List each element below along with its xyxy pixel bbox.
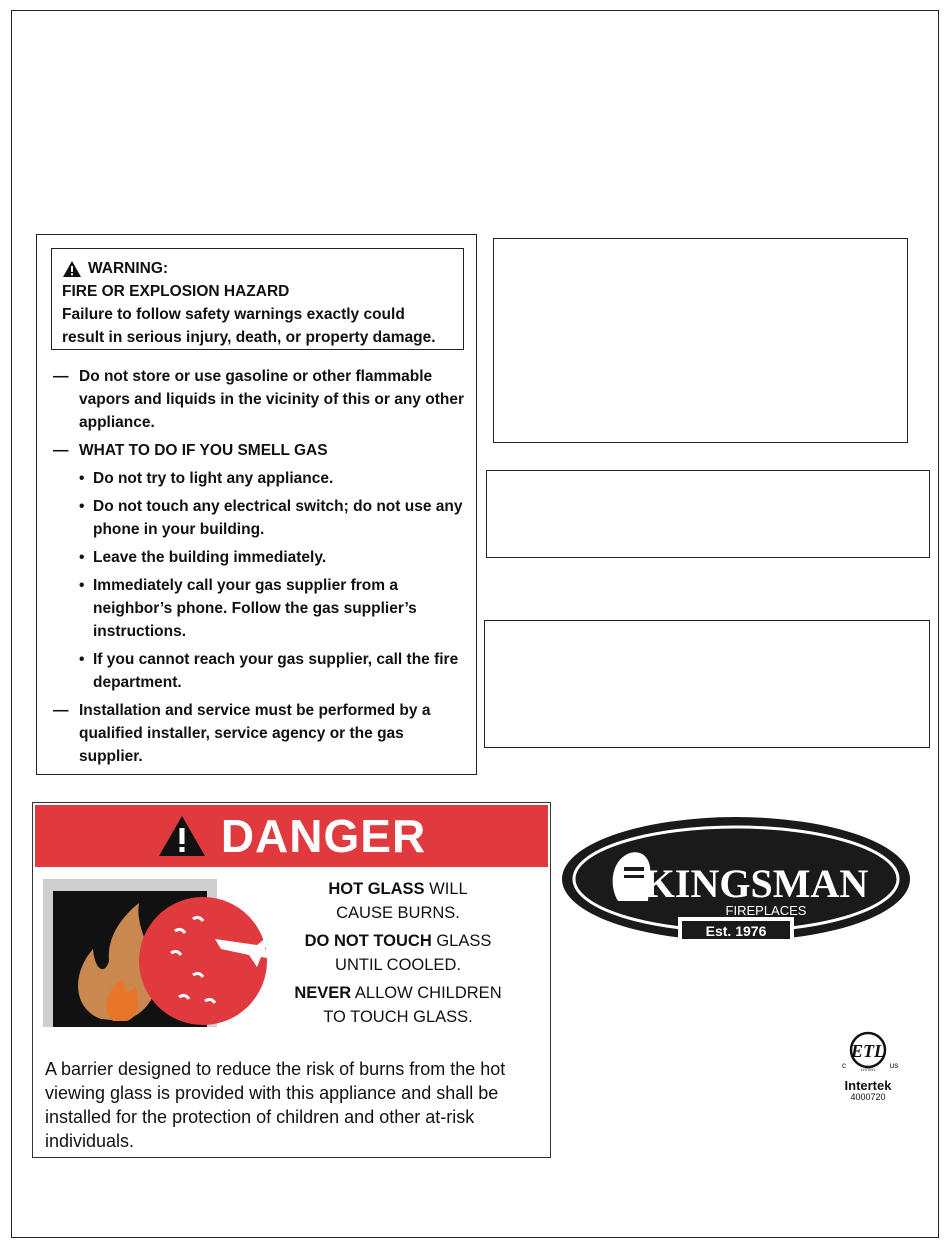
danger-messages: [283, 877, 513, 1033]
svg-text:ETL: ETL: [851, 1041, 885, 1061]
danger-message-children: NEVER ALLOW CHILDREN TO TOUCH GLASS.: [294, 984, 502, 1026]
danger-body-text: A barrier designed to reduce the risk of burns from the hot viewing glass is provided with this appliance and shall be installed for the protection of children and other at-risk individuals.: [45, 1059, 506, 1151]
blank-box-bottom: [484, 620, 930, 748]
bullet-icon: •: [79, 577, 85, 594]
bullet-icon: •: [79, 470, 85, 487]
svg-text:LISTED: LISTED: [860, 1067, 876, 1072]
blank-box-top: [493, 238, 908, 443]
warning-instructions-list: [53, 365, 468, 768]
etl-certification-mark: [836, 1030, 900, 1102]
bullet-icon: •: [79, 549, 85, 566]
dash-icon: —: [53, 368, 69, 385]
warning-triangle-icon: [62, 260, 82, 278]
warning-item: — Do not store or use gasoline or other flammable vapors and liquids in the vicinity of this or any other appliance.: [53, 365, 468, 434]
warning-item: • Do not touch any electrical switch; do not use any phone in your building.: [53, 495, 468, 541]
warning-hazard: FIRE OR EXPLOSION HAZARD: [62, 283, 290, 300]
warning-heading: WARNING:: [88, 260, 169, 277]
cert-name: Intertek: [844, 1078, 892, 1093]
warning-item: • If you cannot reach your gas supplier, call the fire department.: [53, 648, 468, 694]
danger-header: [35, 805, 548, 867]
warning-item: • Do not try to light any appliance.: [53, 467, 468, 490]
warning-item: — WHAT TO DO IF YOU SMELL GAS: [53, 439, 468, 462]
warning-item: — Installation and service must be performed by a qualified installer, service agency or the gas supplier.: [53, 699, 468, 768]
gas-warning-box: [36, 234, 477, 775]
danger-title: DANGER: [220, 810, 427, 862]
warning-intro-line2: result in serious injury, death, or property damage.: [62, 329, 436, 346]
logo-sub: FIREPLACES: [725, 903, 807, 918]
warning-item: • Leave the building immediately.: [53, 546, 468, 569]
kingsman-logo: [560, 815, 912, 947]
logo-brand: KINGSMAN: [643, 861, 869, 906]
bullet-icon: •: [79, 651, 85, 668]
danger-message-hot-glass: HOT GLASS WILL CAUSE BURNS.: [328, 880, 468, 922]
logo-est: Est. 1976: [705, 923, 767, 939]
hot-glass-burn-illustration: [43, 879, 278, 1054]
svg-text:us: us: [889, 1061, 899, 1070]
dash-icon: —: [53, 702, 69, 719]
warning-item: • Immediately call your gas supplier from a neighbor’s phone. Follow the gas supplier’s instructions.: [53, 574, 468, 643]
svg-text:c: c: [842, 1061, 846, 1070]
danger-triangle-icon: [157, 814, 207, 858]
danger-message-do-not-touch: DO NOT TOUCH GLASS UNTIL COOLED.: [304, 932, 492, 974]
warning-header-box: [51, 248, 464, 350]
bullet-icon: •: [79, 498, 85, 515]
etl-listed-icon: [836, 1030, 900, 1074]
cert-number: 4000720: [850, 1092, 886, 1102]
blank-box-middle: [486, 470, 930, 558]
dash-icon: —: [53, 442, 69, 459]
warning-intro-line1: Failure to follow safety warnings exactly could: [62, 306, 405, 323]
danger-label: [32, 802, 551, 1158]
